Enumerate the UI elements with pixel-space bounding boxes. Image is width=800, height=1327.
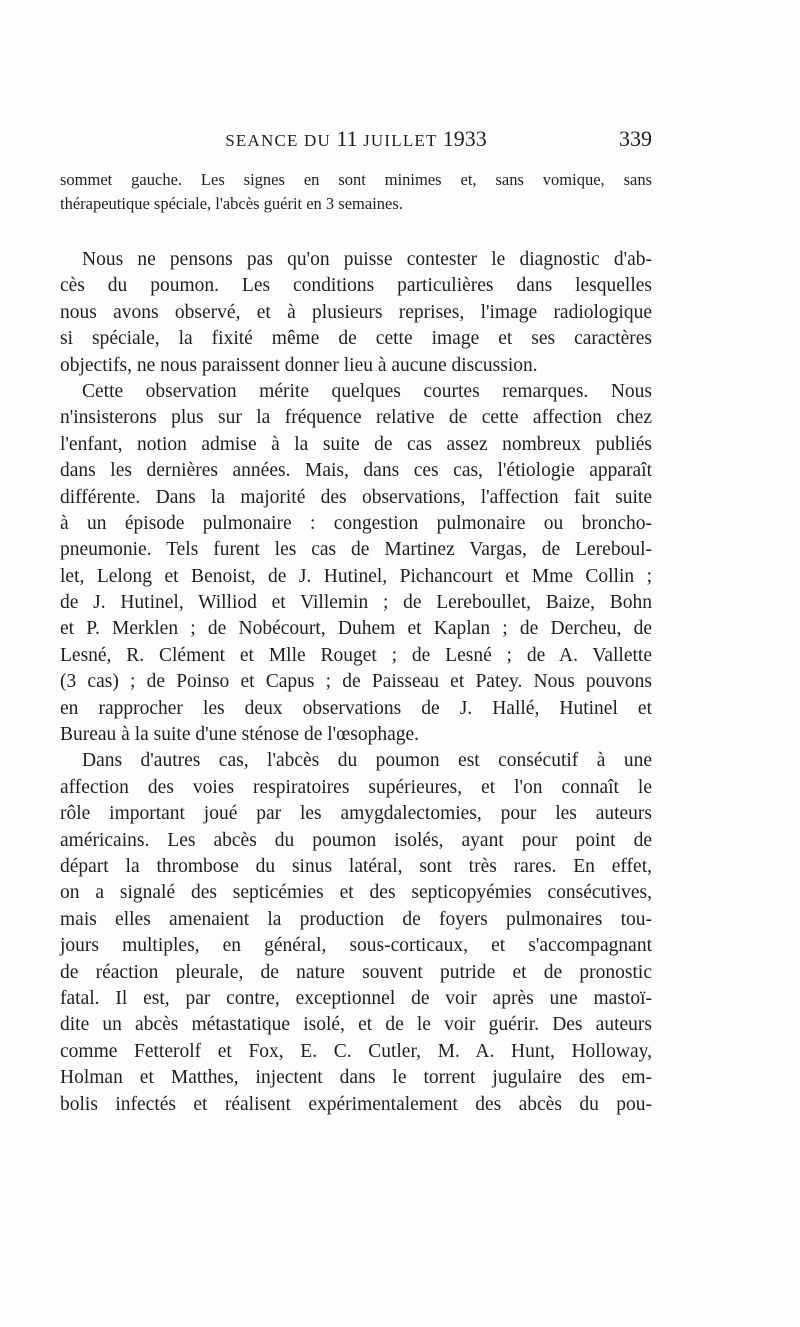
text-line: de J. Hutinel, Williod et Villemin ; de Lereboullet, Baize, Bohn (60, 592, 652, 614)
page-number: 339 (619, 126, 652, 151)
text-line: de réaction pleurale, de nature souvent putride et de pronostic (60, 961, 652, 983)
discussion-section (60, 247, 652, 1118)
text-line: dans les dernières années. Mais, dans ces cas, l'étiologie apparaît (60, 460, 652, 482)
text-line: et P. Merklen ; de Nobécourt, Duhem et Kaplan ; de Dercheu, de (60, 618, 652, 640)
text-line: rôle important joué par les amygdalectomies, pour les auteurs (60, 803, 652, 825)
paragraph-diagnosis (60, 247, 652, 379)
text-line: l'enfant, notion admise à la suite de cas assez nombreux publiés (60, 433, 652, 455)
running-header (60, 126, 652, 160)
text-line: à un épisode pulmonaire : congestion pulmonaire ou broncho- (60, 512, 652, 534)
text-line: différente. Dans la majorité des observations, l'affection fait suite (60, 486, 652, 508)
text-line: comme Fetterolf et Fox, E. C. Cutler, M. A. Hunt, Holloway, (60, 1040, 652, 1062)
case-note-continuation (60, 168, 652, 216)
text-line: thérapeutique spéciale, l'abcès guérit en 3 semaines. (60, 194, 403, 213)
running-title-day: 11 (336, 126, 358, 151)
text-line: objectifs, ne nous paraissent donner lieu à aucune discussion. (60, 354, 538, 376)
text-line: cès du poumon. Les conditions particulières dans lesquelles (60, 275, 652, 297)
text-line: Dans d'autres cas, l'abcès du poumon est consécutif à une (82, 750, 652, 772)
text-line: dite un abcès métastatique isolé, et de le voir guérir. Des auteurs (60, 1014, 652, 1036)
text-line: Bureau à la suite d'une sténose de l'œsophage. (60, 724, 420, 746)
text-line: pneumonie. Tels furent les cas de Martinez Vargas, de Lereboul- (60, 539, 652, 561)
text-line: affection des voies respiratoires supérieures, et l'on connaît le (60, 776, 652, 798)
text-line: Lesné, R. Clément et Mlle Rouget ; de Lesné ; de A. Vallette (60, 644, 652, 666)
text-line: sommet gauche. Les signes en sont minimes et, sans vomique, sans (60, 170, 652, 189)
paragraph-etiology (60, 748, 652, 1117)
body-text (60, 168, 652, 1118)
text-line: fatal. Il est, par contre, exceptionnel de voir après une mastoï- (60, 987, 652, 1009)
running-title-month: JUILLET (357, 131, 443, 150)
running-title (60, 126, 652, 152)
running-title-year: 1933 (442, 126, 487, 151)
text-line: let, Lelong et Benoist, de J. Hutinel, Pichancourt et Mme Collin ; (60, 565, 652, 587)
text-line: n'insisterons plus sur la fréquence relative de cette affection chez (60, 407, 652, 429)
text-line: Cette observation mérite quelques courtes remarques. Nous (82, 380, 652, 402)
text-line: jours multiples, en général, sous-corticaux, et s'accompagnant (60, 935, 652, 957)
text-line: bolis infectés et réalisent expérimentalement des abcès du pou- (60, 1093, 652, 1115)
text-line: (3 cas) ; de Poinso et Capus ; de Paisseau et Patey. Nous pouvons (60, 671, 652, 693)
text-line: Nous ne pensons pas qu'on puisse contester le diagnostic d'ab- (82, 249, 652, 270)
text-line: nous avons observé, et à plusieurs reprises, l'image radiologique (60, 301, 652, 323)
text-line: Holman et Matthes, injectent dans le torrent jugulaire des em- (60, 1067, 652, 1089)
text-line: mais elles amenaient la production de foyers pulmonaires tou- (60, 908, 652, 930)
text-line: américains. Les abcès du poumon isolés, ayant pour point de (60, 829, 652, 851)
text-line: départ la thrombose du sinus latéral, sont très rares. En effet, (60, 855, 652, 877)
text-line: si spéciale, la fixité même de cette image et ses caractères (60, 328, 652, 350)
text-line: en rapprocher les deux observations de J. Hallé, Hutinel et (60, 697, 652, 719)
paragraph-remarks (60, 379, 652, 748)
running-title-prefix: SEANCE DU (225, 131, 337, 150)
text-line: on a signalé des septicémies et des septicopyémies consécutives, (60, 882, 652, 904)
